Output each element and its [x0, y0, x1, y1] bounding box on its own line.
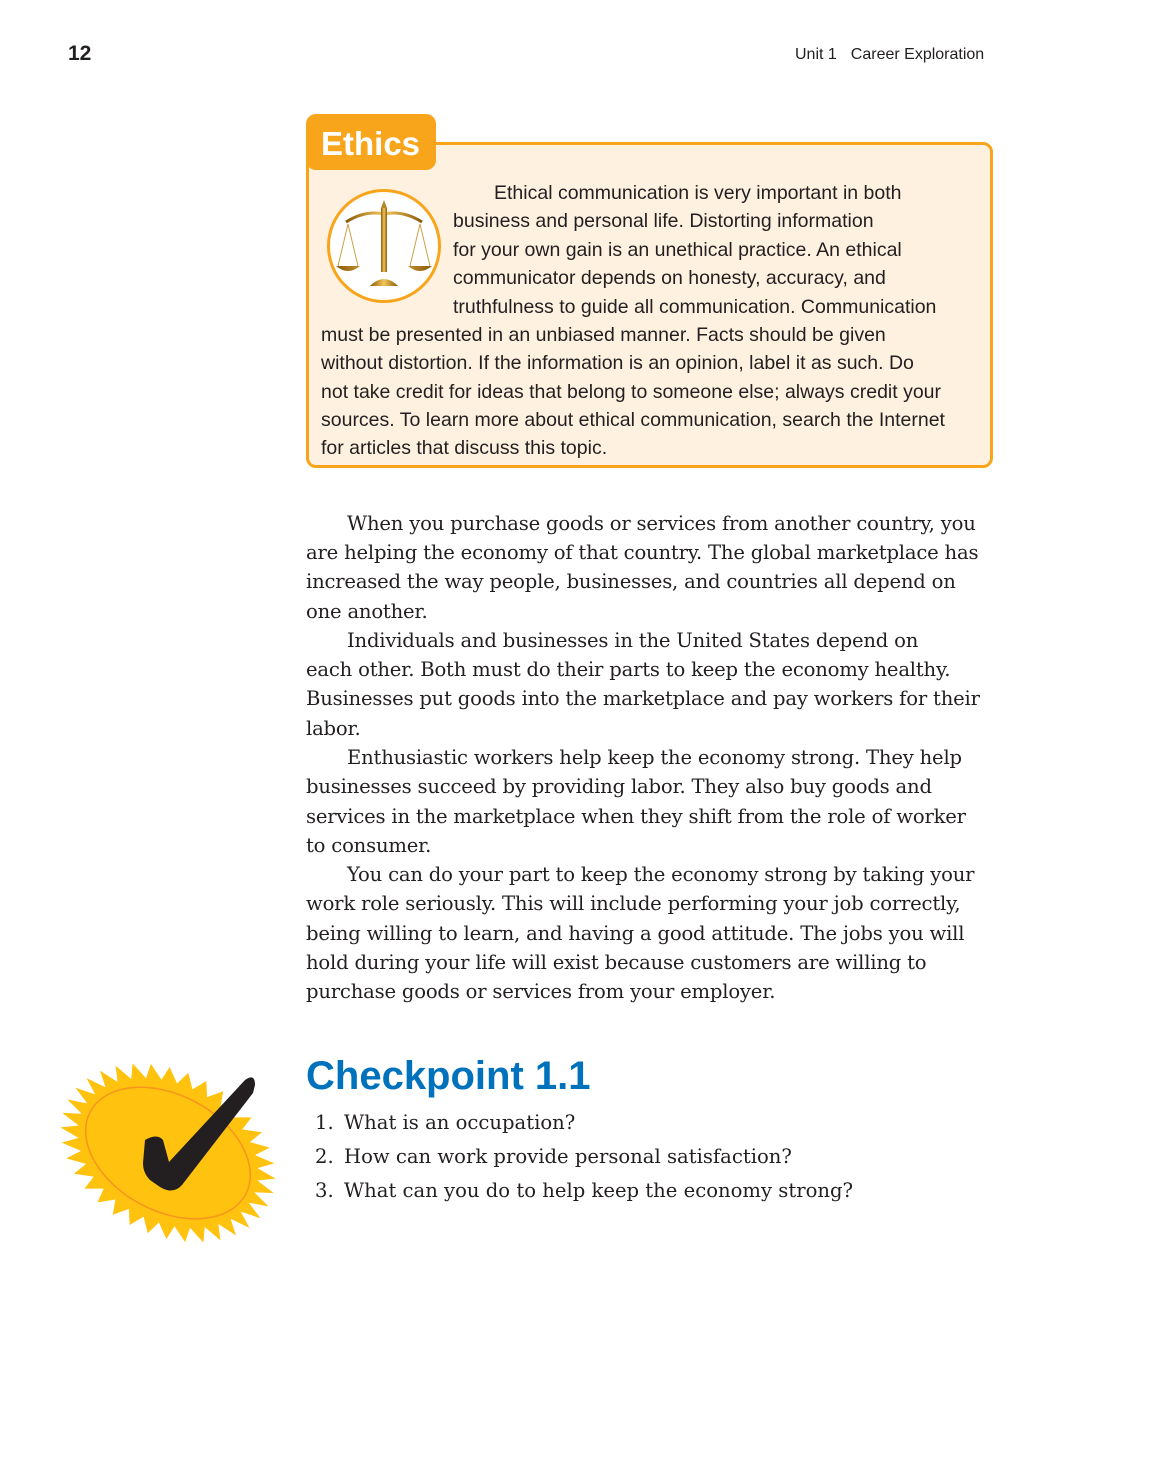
- ethics-text-line: communicator depends on honesty, accuracy, and: [453, 267, 886, 289]
- ethics-title: Ethics: [306, 114, 436, 170]
- ethics-text-line: sources. To learn more about ethical communication, search the Internet: [321, 409, 945, 431]
- ethics-text-line: without distortion. If the information is an opinion, label it as such. Do: [321, 352, 914, 374]
- ethics-text-line: for articles that discuss this topic.: [321, 437, 608, 459]
- question-text: What is an occupation?: [344, 1111, 576, 1134]
- body-line: being willing to learn, and having a good attitude. The jobs you will: [306, 922, 965, 945]
- unit-title: Career Exploration: [850, 46, 985, 63]
- scales-of-justice-icon: [327, 189, 441, 303]
- ethics-text-line: truthfulness to guide all communication. Communication: [453, 296, 937, 318]
- body-line: When you purchase goods or services from another country, you: [347, 512, 976, 535]
- ethics-text-line: not take credit for ideas that belong to someone else; always credit your: [321, 381, 942, 403]
- body-line: increased the way people, businesses, and countries all depend on: [306, 570, 956, 593]
- checkpoint-question: [315, 1145, 792, 1168]
- checkpoint-question: [315, 1179, 853, 1202]
- body-line: to consumer.: [306, 834, 432, 857]
- body-line: Enthusiastic workers help keep the economy strong. They help: [347, 746, 962, 769]
- checkmark-badge-icon: [45, 1055, 290, 1255]
- body-line: labor.: [306, 717, 361, 740]
- running-header: [795, 46, 998, 64]
- ethics-text-line: Ethical communication is very important in both: [494, 182, 902, 204]
- question-text: What can you do to help keep the economy strong?: [344, 1179, 854, 1202]
- ethics-text-line: for your own gain is an unethical practice. An ethical: [453, 239, 902, 261]
- body-line: hold during your life will exist because customers are willing to: [306, 951, 927, 974]
- body-line: services in the marketplace when they shift from the role of worker: [306, 805, 966, 828]
- question-number: 3.: [315, 1179, 334, 1202]
- body-line: You can do your part to keep the economy strong by taking your: [347, 863, 975, 886]
- ethics-text-line: must be presented in an unbiased manner. Facts should be given: [321, 324, 886, 346]
- body-line: one another.: [306, 600, 428, 623]
- body-line: businesses succeed by providing labor. They also buy goods and: [306, 775, 932, 798]
- checkpoint-question: [315, 1111, 575, 1134]
- body-line: Businesses put goods into the marketplace and pay workers for their: [306, 687, 980, 710]
- body-line: work role seriously. This will include performing your job correctly,: [306, 892, 961, 915]
- checkpoint-title: Checkpoint 1.1: [306, 1054, 591, 1098]
- unit-label: Unit 1: [795, 46, 837, 63]
- question-text: How can work provide personal satisfaction?: [344, 1145, 792, 1168]
- page-number: 12: [68, 42, 92, 65]
- body-line: Individuals and businesses in the United States depend on: [347, 629, 919, 652]
- ethics-text-line: business and personal life. Distorting information: [453, 210, 874, 232]
- body-line: are helping the economy of that country. The global marketplace has: [306, 541, 979, 564]
- question-number: 2.: [315, 1145, 334, 1168]
- body-line: purchase goods or services from your employer.: [306, 980, 776, 1003]
- question-number: 1.: [315, 1111, 334, 1134]
- body-line: each other. Both must do their parts to keep the economy healthy.: [306, 658, 951, 681]
